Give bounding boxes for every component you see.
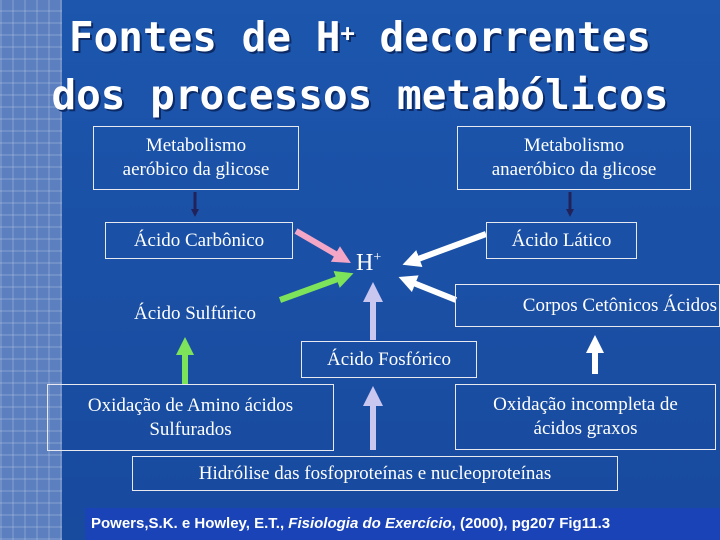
citation-authors: Powers,S.K. e Howley, E.T.,: [91, 515, 289, 532]
box-carbonic-acid: Ácido Carbônico: [105, 222, 293, 259]
amino-line-2: Sulfurados: [149, 418, 232, 440]
aerobic-line-2: aeróbico da glicose: [122, 159, 270, 180]
h-plus-superscript: +: [373, 250, 382, 265]
box-amino-acid-oxidation: [47, 384, 334, 451]
aerobic-line-1: Metabolismo: [145, 135, 247, 156]
anaerobic-line-2: anaeróbico da glicose: [491, 159, 657, 180]
box-anaerobic-metabolism: [457, 126, 691, 190]
h-plus-center: [356, 250, 381, 277]
box-phosphoric-acid: Ácido Fosfórico: [301, 341, 477, 378]
arrow-sulfuric-to-hplus: [280, 276, 346, 300]
title-text-b: decorrentes: [354, 13, 652, 61]
anaerobic-line-1: Metabolismo: [523, 135, 625, 156]
box-fatty-acid-oxidation: [455, 384, 716, 450]
amino-line-1: Oxidação de Amino ácidos: [87, 394, 294, 416]
citation-book-title: Fisiologia do Exercício: [288, 515, 452, 532]
title-superscript: +: [340, 19, 355, 47]
title-text-a: Fontes de H: [68, 13, 341, 61]
h-plus-label: H: [356, 250, 374, 276]
box-aerobic-metabolism: [93, 126, 299, 190]
box-hydrolysis: Hidrólise das fosfoproteínas e nucleoproteínas: [132, 456, 618, 491]
arrow-ketone-to-hplus: [406, 280, 456, 300]
citation-footer: [85, 508, 720, 540]
arrow-lactic-to-hplus: [410, 234, 486, 262]
title-line-2: dos processos metabólicos: [51, 71, 669, 119]
box-sulfuric-acid: Ácido Sulfúrico: [134, 303, 256, 324]
fatty-line-2: ácidos graxos: [533, 418, 638, 439]
arrow-carbonic-to-hplus: [296, 231, 344, 259]
fatty-line-1: Oxidação incompleta de: [493, 394, 678, 415]
citation-details: , (2000), pg207 Fig11.3: [451, 515, 611, 532]
box-ketone-bodies: Corpos Cetônicos Ácidos: [455, 284, 720, 327]
box-lactic-acid: Ácido Lático: [486, 222, 637, 259]
